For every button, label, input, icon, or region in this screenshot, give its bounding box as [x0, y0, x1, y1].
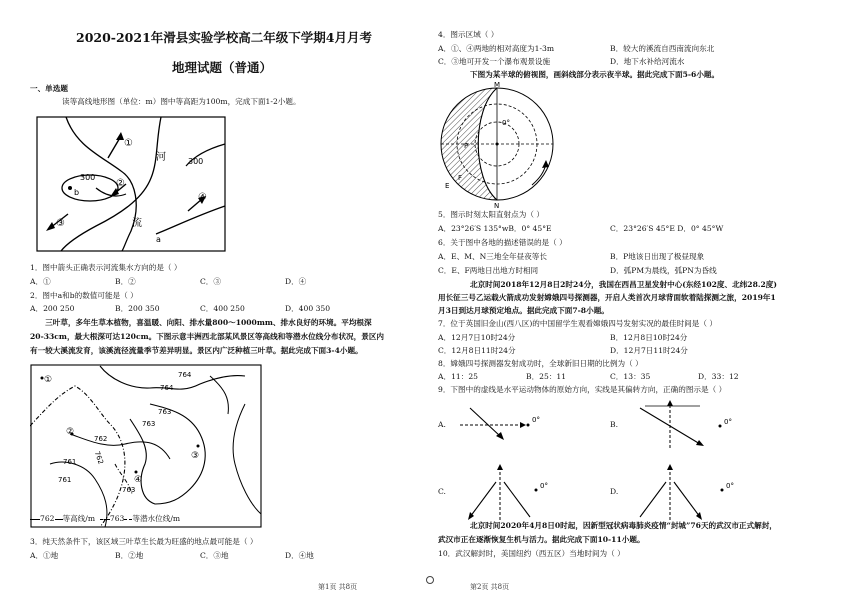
- map2-contour-7: 761: [63, 458, 77, 466]
- globe-label-m: M: [494, 81, 501, 89]
- q5-option-cd[interactable]: C．23°26′S 45°E D．0° 45°W: [610, 224, 724, 233]
- q4-option-d[interactable]: D．地下水补给河流水: [610, 57, 685, 66]
- q9-c-degree: 0°: [540, 482, 548, 490]
- q9-diagram-d: [630, 462, 760, 522]
- passage-7-8-line1: 北京时间2018年12月8日2时24分，我国在西昌卫星发射中心(东经102度、北纬28.2度): [470, 280, 777, 289]
- map1-label-river2: 流: [132, 218, 142, 229]
- q1-option-d[interactable]: D．④: [285, 277, 307, 286]
- question-3: 3．纯天然条件下，该区域三叶草生长最为旺盛的地点最可能是（ ）: [30, 537, 258, 546]
- page-footer-2: 第2页 共8页: [470, 583, 510, 591]
- q8-option-b[interactable]: B．25：11: [526, 372, 567, 381]
- q4-option-b[interactable]: B．较大的溪流自西南流向东北: [610, 44, 715, 53]
- map2-point-2: ②: [66, 427, 75, 437]
- hemisphere-diagram: [432, 80, 562, 208]
- legend-contour-value: 762: [40, 514, 55, 523]
- map1-label-3: ③: [56, 218, 65, 229]
- passage-3-4-line1: 三叶草，多年生草本植物，喜温暖、向阳、排水量800～1000mm、排水良好的环境。平均根深: [30, 318, 372, 327]
- map1-label-300b: 300: [188, 157, 204, 166]
- q9-a-degree: 0°: [532, 416, 540, 424]
- passage-7-8-line2: 用长征三号乙运载火箭成功发射嫦娥四号探测器，开启人类首次月球背面软着陆探测之旅，2019年1: [438, 293, 776, 302]
- q1-option-b[interactable]: B．②: [115, 277, 136, 286]
- question-7: 7．位于英国旧金山(西八区)的中国留学生观看嫦娥四号发射实况的最佳时间是（ ）: [438, 319, 717, 328]
- question-1: 1．图中箭头正确表示河流集水方向的是（ ）: [30, 263, 182, 272]
- legend-water-text: 等潜水位线/m: [132, 514, 181, 523]
- globe-label-e: E: [445, 182, 450, 190]
- intro-q5-6: 下图为某半球的俯视图，画斜线部分表示夜半球。据此完成下面5-6小题。: [470, 70, 720, 79]
- q3-option-a[interactable]: A．①地: [30, 551, 59, 560]
- q9-diagram-b: [630, 398, 760, 452]
- left-page: [0, 0, 420, 607]
- q1-option-a[interactable]: A．①: [30, 277, 51, 286]
- q2-option-a[interactable]: A．200 250: [30, 304, 75, 313]
- passage-10-11-line2: 武汉市正在逐渐恢复生机与活力。据此完成下面10-11小题。: [438, 535, 645, 544]
- question-5: 5．图示时刻太阳直射点为（ ）: [438, 210, 544, 219]
- legend-water-value: 763: [109, 514, 125, 523]
- map1-label-1: ①: [124, 138, 133, 149]
- map1-label-b: b: [74, 188, 80, 197]
- map1-label-4: ④: [198, 192, 207, 203]
- question-2: 2．图中a和b的数值可能是（ ）: [30, 291, 138, 300]
- map1-label-2: ②: [116, 178, 125, 189]
- q4-option-c[interactable]: C．③地可开发一个瀑布观景设施: [438, 57, 551, 66]
- globe-label-f: F: [458, 174, 463, 182]
- passage-3-4-line3: 有一较大溪流发育，该溪流径流量季节差异明显。景区内广泛种植三叶草。据此完成下面3-4小题。: [30, 346, 363, 355]
- q3-option-d[interactable]: D．④地: [285, 551, 314, 560]
- question-10: 10．武汉解封时，美国纽约（西五区）当地时间为（ ）: [438, 549, 625, 558]
- map2-legend: [30, 514, 180, 524]
- passage-7-8-line3: 月3日到达月球预定地点。据此完成下面7-8小题。: [438, 306, 609, 315]
- map2-point-3: ③: [191, 451, 200, 461]
- q6-option-b[interactable]: B．P地该日出现了极昼现象: [610, 252, 705, 261]
- globe-label-n: N: [494, 202, 500, 208]
- map1-label-300a: 300: [80, 173, 96, 182]
- map2-contour-2: 764: [160, 384, 174, 392]
- exam-title: 2020-2021年滑县实验学校高二年级下学期4月月考: [76, 30, 372, 45]
- q3-option-c[interactable]: C．③地: [200, 551, 229, 560]
- q8-option-c[interactable]: C．13：35: [610, 372, 651, 381]
- map2-contour-5: 762: [94, 435, 108, 443]
- q7-option-b[interactable]: B．12月8日10时24分: [610, 333, 688, 342]
- map2-contour-3: 763: [158, 408, 172, 416]
- intro-q1-2: 读等高线地形图（单位：m）图中等高距为100m，完成下面1-2小题。: [62, 97, 301, 106]
- contour-map-1: [36, 116, 226, 252]
- q9-diagram-c: [460, 462, 580, 522]
- map2-point-4: ④: [134, 475, 143, 485]
- question-9: 9．下图中的虚线是水平运动物体的原始方向，实线是其偏转方向，正确的图示是（ ）: [438, 385, 727, 394]
- q2-option-d[interactable]: D．400 350: [285, 304, 331, 313]
- q7-option-d[interactable]: D．12月7日11时24分: [610, 346, 688, 355]
- map2-contour-8: 761: [58, 476, 72, 484]
- section-heading: 一、单选题: [30, 84, 68, 93]
- q7-option-a[interactable]: A．12月7日10时24分: [438, 333, 516, 342]
- q9-b-degree: 0°: [724, 418, 732, 426]
- q9-option-a[interactable]: A.: [438, 420, 446, 429]
- q9-option-c[interactable]: C.: [438, 487, 446, 496]
- map2-contour-6: 762: [92, 450, 105, 466]
- globe-label-p: P: [464, 142, 469, 150]
- map1-label-river1: 河: [156, 152, 166, 163]
- page-footer-1: 第1页 共8页: [318, 583, 358, 591]
- q3-option-b[interactable]: B．②地: [115, 551, 144, 560]
- question-8: 8．嫦娥四号探测器发射成功时，全球新旧日期的比例为（ ）: [438, 359, 643, 368]
- map2-contour-1: 764: [178, 371, 192, 379]
- q6-option-d[interactable]: D．弧PM为晨线，弧PN为昏线: [610, 266, 717, 275]
- map2-contour-9: 763: [122, 486, 136, 494]
- q4-option-a[interactable]: A．①、④两地的相对高度为1-3m: [438, 44, 555, 53]
- legend-contour-text: 等高线/m: [62, 514, 96, 523]
- exam-subtitle: 地理试题（普通）: [172, 60, 273, 75]
- passage-10-11-line1: 北京时间2020年4月8日0时起，因新型冠状病毒肺炎疫情“封城”76天的武汉市正式解封，: [470, 521, 777, 530]
- q6-option-c[interactable]: C．E、F两地日出地方时相同: [438, 266, 539, 275]
- contour-map-2: [30, 364, 262, 528]
- q2-option-c[interactable]: C．400 250: [200, 304, 245, 313]
- q1-option-c[interactable]: C．③: [200, 277, 221, 286]
- globe-label-0deg: 0°: [502, 119, 510, 127]
- q9-d-degree: 0°: [726, 482, 734, 490]
- map2-contour-4: 763: [142, 420, 156, 428]
- q8-option-d[interactable]: D．33：12: [698, 372, 739, 381]
- q5-option-ab[interactable]: A．23°26′S 135°wB．0° 45°E: [438, 224, 552, 233]
- q7-option-c[interactable]: C．12月8日11时24分: [438, 346, 516, 355]
- map1-label-a: a: [156, 235, 161, 244]
- question-4: 4．图示区域（ ）: [438, 30, 499, 39]
- map2-point-1: ①: [44, 375, 53, 385]
- right-page: [430, 0, 850, 607]
- passage-3-4-line2: 20-33cm，最大根深可达120cm。下图示意丰洲西北部某风景区等高线和等潜水位线分布状况，景区内: [30, 332, 385, 341]
- q9-diagram-a: [460, 400, 580, 450]
- q2-option-b[interactable]: B．200 350: [115, 304, 160, 313]
- q8-option-a[interactable]: A．11：25: [438, 372, 478, 381]
- question-6: 6．关于图中各地的描述错误的是（ ）: [438, 238, 567, 247]
- q9-option-d[interactable]: D.: [610, 487, 619, 496]
- q9-option-b[interactable]: B.: [610, 420, 618, 429]
- q6-option-a[interactable]: A．E、M、N三地全年昼夜等长: [438, 252, 547, 261]
